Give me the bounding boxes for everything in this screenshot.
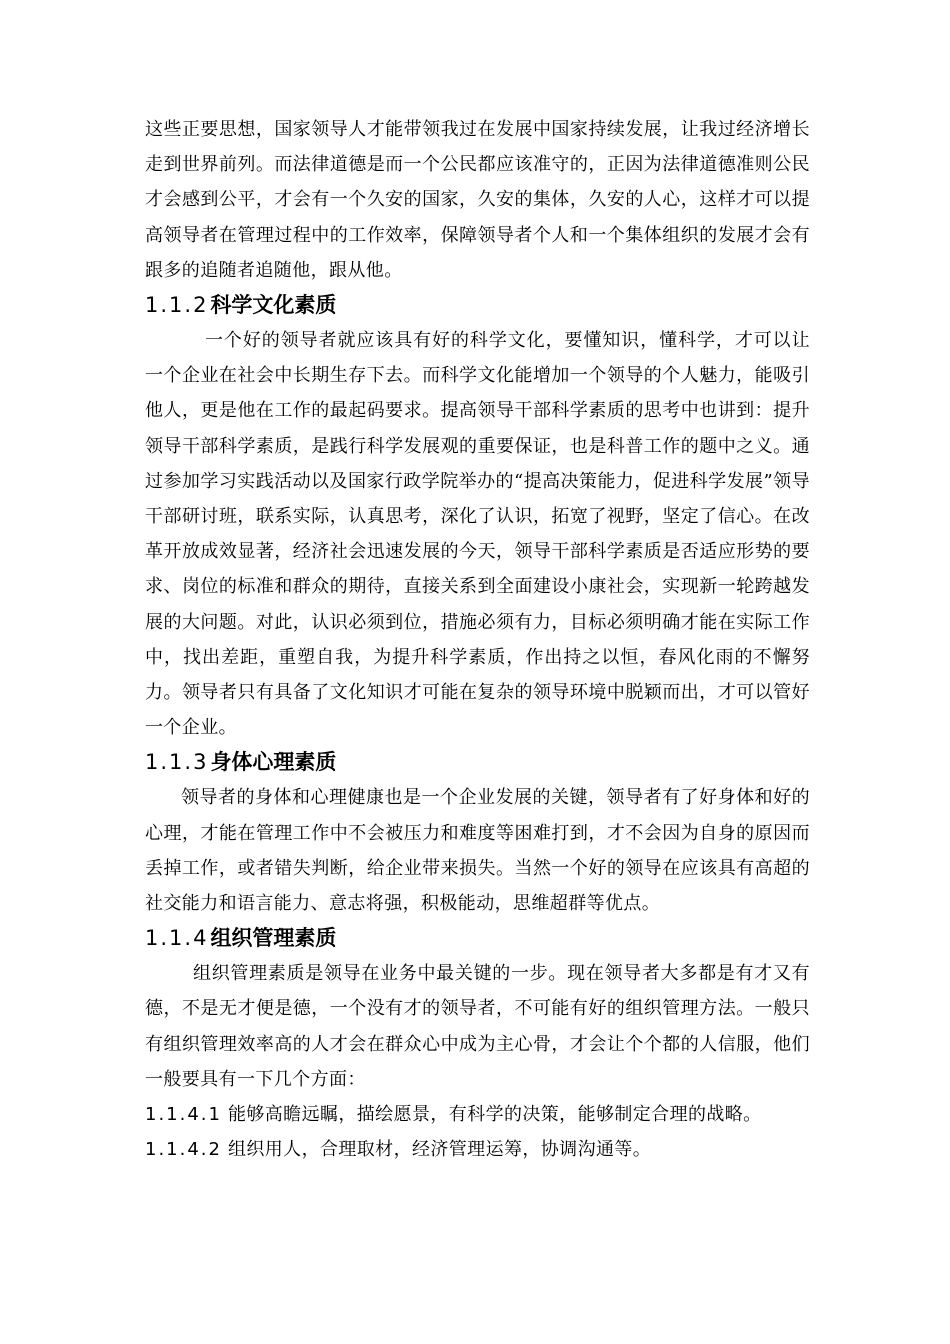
list-item-text: 组织用人，合理取材，经济管理运筹，协调沟通等。	[227, 1139, 652, 1161]
section-body-organization-management: 组织管理素质是领导在业务中最关键的一步。现在领导者大多都是有才又有德，不是无才便是德，一个没有才的领导者，不可能有好的组织管理方法。一般只有组织管理效率高的人才会在群众心中成为主心骨，才会让个个都的人信服，他们一般要具有一下几个方面：	[145, 963, 810, 1090]
list-item-number: 1.1.4.1	[145, 1104, 222, 1126]
section-number: 1.1.3	[145, 750, 209, 775]
section-heading-organization-management	[145, 921, 810, 956]
section-title: 身体心理素质	[210, 750, 337, 775]
intro-paragraph: 这些正要思想，国家领导人才能带领我过在发展中国家持续发展，让我过经济增长走到世界前列。而法律道德是而一个公民都应该准守的，正因为法律道德准则公民才会感到公平，才会有一个久安的国家，久安的集体，久安的人心，这样才可以提高领导者在管理过程中的工作效率，保障领导者个人和一个集体组织的发展才会有跟多的追随者追随他，跟从他。	[145, 119, 810, 281]
list-item	[145, 1097, 810, 1132]
section-heading-physical-mental	[145, 745, 810, 780]
section-title: 组织管理素质	[210, 926, 337, 951]
document-page	[145, 112, 810, 1167]
section-body-physical-mental: 领导者的身体和心理健康也是一个企业发展的关键，领导者有了好身体和好的心理，才能在管理工作中不会被压力和难度等困难打到，才不会因为自身的原因而丢掉工作，或者错失判断，给企业带来损失。当然一个好的领导在应该具有高超的社交能力和语言能力、意志将强，积极能动，思维超群等优点。	[145, 787, 810, 915]
list-item	[145, 1132, 810, 1167]
section-number: 1.1.2	[145, 293, 209, 318]
section-number: 1.1.4	[145, 926, 209, 951]
section-heading-science-culture	[145, 288, 810, 323]
list-item-text: 能够高瞻远瞩，描绘愿景，有科学的决策，能够制定合理的战略。	[227, 1104, 762, 1126]
list-item-number: 1.1.4.2	[145, 1139, 222, 1161]
section-title: 科学文化素质	[210, 293, 337, 318]
section-body-science-culture: 一个好的领导者就应该具有好的科学文化，要懂知识，懂科学，才可以让一个企业在社会中长期生存下去。而科学文化能增加一个领导的个人魅力，能吸引他人，更是他在工作的最起码要求。提高领导干部科学素质的思考中也讲到：提升领导干部科学素质，是践行科学发展观的重要保证，也是科普工作的题中之义。通过参加学习实践活动以及国家行政学院举办的“提高决策能力，促进科学发展”领导干部研讨班，联系实际，认真思考，深化了认识，拓宽了视野，坚定了信心。在改革开放成效显著，经济社会迅速发展的今天，领导干部科学素质是否适应形势的要求、岗位的标准和群众的期待，直接关系到全面建设小康社会，实现新一轮跨越发展的大问题。对此，认识必须到位，措施必须有力，目标必须明确才能在实际工作中，找出差距，重塑自我，为提升科学素质，作出持之以恒，春风化雨的不懈努力。领导者只有具备了文化知识才可能在复杂的领导环境中脱颖而出，才可以管好一个企业。	[145, 330, 810, 739]
